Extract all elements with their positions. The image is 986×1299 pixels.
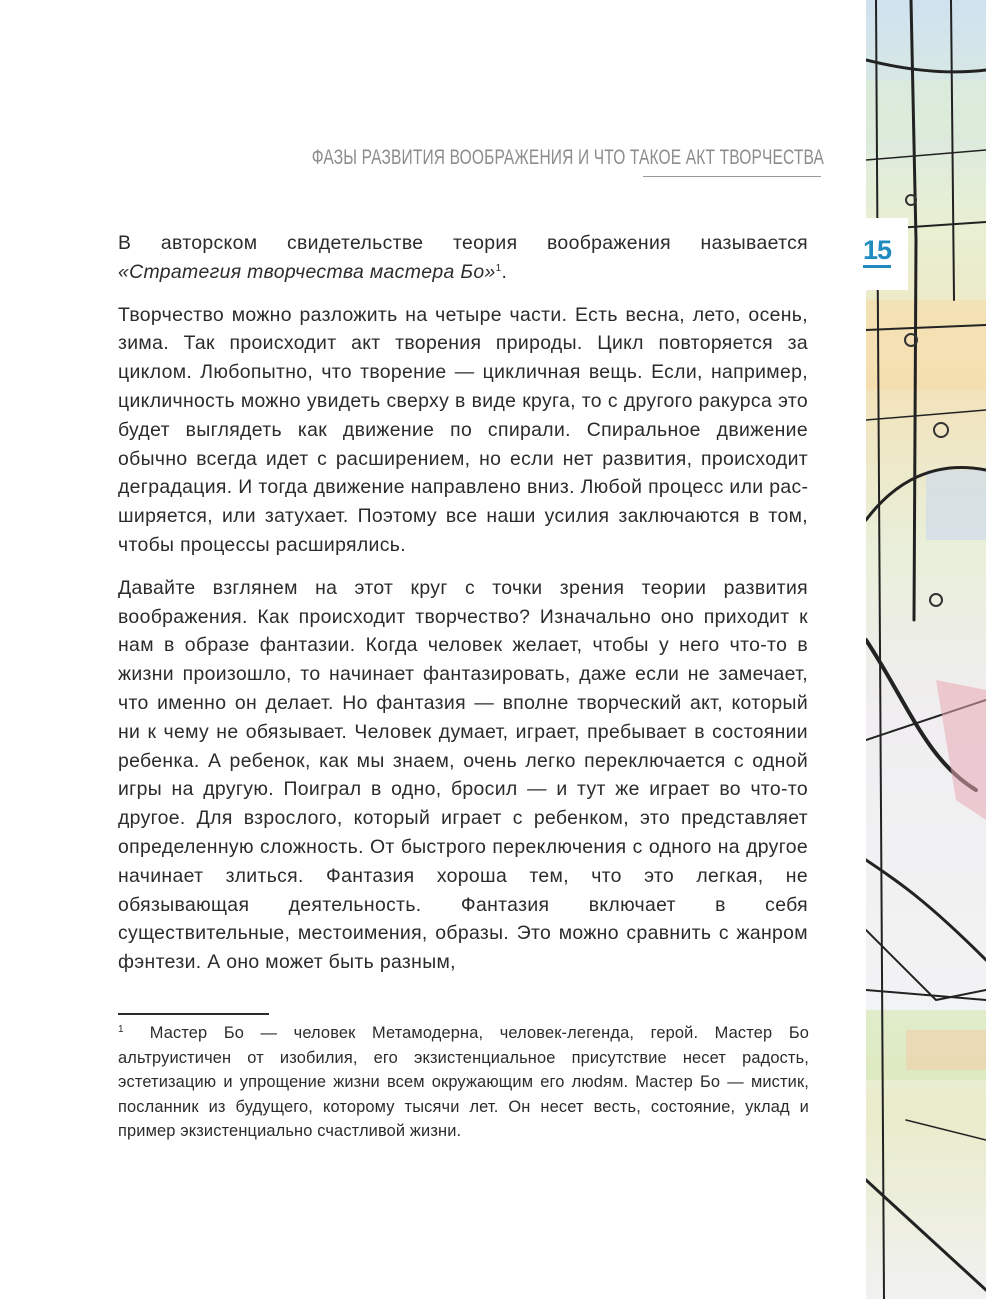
stained-glass-illustration-icon [866,0,986,1299]
header-rule [643,176,821,177]
paragraph-text: В авторском свидетельстве теория воображения называется [118,232,808,254]
footnote-reference[interactable]: 1 [495,262,502,274]
period: . [501,260,508,283]
paragraph [118,229,808,287]
footnote [118,1018,809,1144]
paragraph: Давайте взглянем на этот круг с точки зрения теории развития воображения. Как происходит творчество? Изначально оно приходит к нам в образе фантазии. Когда человек желает, чтобы у него что-то в жизни произошло, то начинает фантазировать, даже если не замечает, что именно он делает. Но фантазия — вполне творческий акт, который ни к чему не обязывает. Человек думает, играет, пребывает в состоянии ребенка. А ребенок, как мы знаем, очень легко переключается с одной игры на другую. Поиграл в одно, бросил — и тут же играет во что-то другое. Для взрослого, который играет с ребенком, это представляет определенную сложность. От быстрого переключения с одного на другое начинает злиться. Фантазия хороша тем, что это легкая, не обязывающая деятельность. Фантазия включает в себя существительные, местоимения, образы. Это можно сравнить с жанром фэнтези. А оно может быть разным, [118,576,808,974]
body-text [118,229,808,977]
footnote-text: Мастер Бо — человек Метамодерна, человек-легенда, герой. Мастер Бо альтруистичен от изобилия, его экзистенциальное присутствие несет радость, эстетизацию и упрощение жизни всем окружающим его люdям. Мастер Бо — мистик, посланник из будущего, которому тысячи лет. Он несет весть, состояние, уклад и пример экзистенциально счастливой жизни. [118,1024,809,1141]
chapter-title: ФАЗЫ РАЗВИТИЯ ВООБРАЖЕНИЯ И ЧТО ТАКОЕ АКТ ТВОРЧЕСТВА [311,146,824,169]
footnote-mark: 1 [118,1024,124,1035]
page-number: 15 [863,236,891,268]
paragraph: Творчество можно разложить на четыре части. Есть весна, лето, осень, зима. Так происходит акт творения природы. Цикл повторяется за циклом. Любопытно, что творение — цикличная вещь. Если, например, цикличность можно увидеть сверху в виде круга, то с другого ракурса это будет выглядеть как движение по спирали. Спиральное движение обычно всегда идет с расширением, но если нет развития, происходит деградация. И тогда движение направлено вниз. Любой процесс или расширяется, или затухает. Поэтому все наши усилия заключаются в том, чтобы процессы расширялись. [118,303,808,556]
footnote-rule [118,1013,269,1015]
italic-title: «Стратегия творчества мастера Бо» [118,260,496,283]
